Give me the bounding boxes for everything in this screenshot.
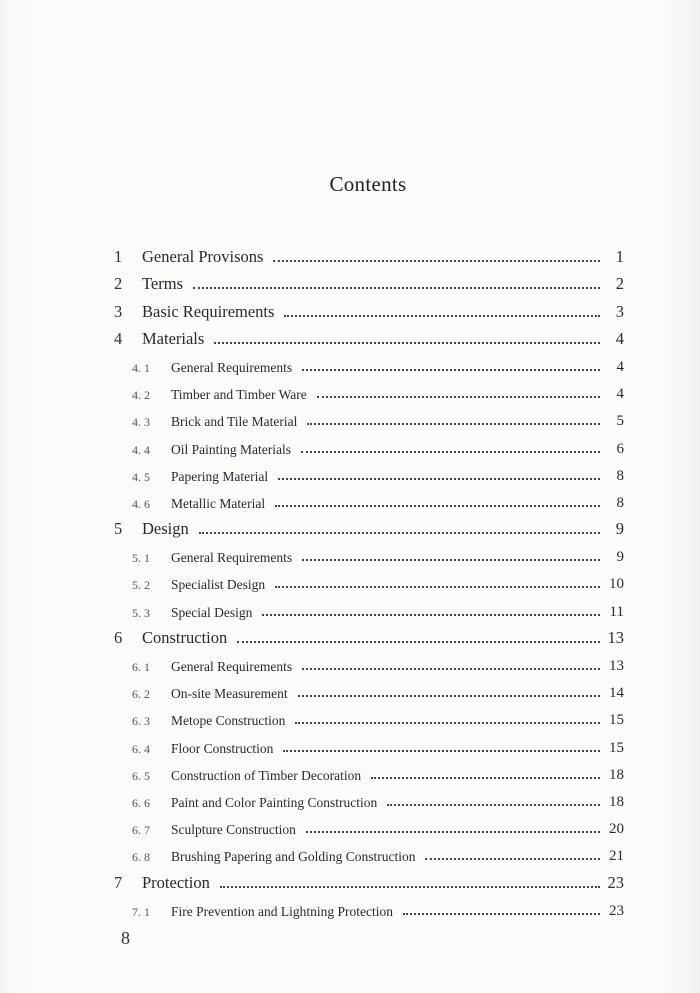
toc-section-entry	[114, 648, 624, 675]
dot-leader	[302, 559, 600, 561]
toc-entry-label: On-site Measurement	[171, 686, 288, 702]
toc-section-entry	[114, 430, 624, 457]
toc-entry-label: Materials	[142, 328, 205, 348]
toc-entry-label: Metope Construction	[171, 713, 286, 729]
toc-chapter-entry	[114, 322, 624, 349]
toc-entry-number: 4. 2	[132, 388, 150, 403]
toc-entry-page: 4	[616, 358, 624, 375]
dot-leader	[237, 641, 599, 643]
toc-entry-number: 2	[114, 274, 123, 294]
dot-leader	[317, 396, 600, 398]
toc-section-entry	[114, 702, 624, 729]
toc-entry-number: 4	[114, 328, 123, 348]
dot-leader	[273, 260, 600, 262]
toc-entry-label: General Requirements	[171, 659, 293, 674]
toc-entry-page: 8	[616, 467, 624, 484]
toc-entry-label: General Provisons	[142, 247, 264, 267]
dot-leader	[425, 858, 600, 860]
toc-entry-page: 6	[616, 440, 624, 457]
dot-leader	[307, 423, 600, 425]
dot-leader	[298, 695, 600, 697]
dot-leader	[199, 532, 600, 534]
toc-entry-page: 4	[616, 386, 624, 403]
toc-entry-number: 6. 4	[132, 741, 150, 756]
dot-leader	[403, 913, 600, 915]
toc-section-entry	[114, 458, 624, 485]
toc-entry-number: 4. 6	[132, 496, 150, 511]
toc-entry-label: Sculpture Construction	[171, 822, 296, 838]
toc-entry-number: 6. 2	[132, 687, 150, 702]
toc-entry-number: 6. 1	[132, 660, 150, 674]
dot-leader	[262, 614, 600, 616]
toc-entry-number: 7. 1	[132, 904, 150, 919]
toc-section-entry	[114, 675, 624, 702]
dot-leader	[278, 478, 600, 480]
dot-leader	[306, 831, 600, 833]
toc-entry-page: 13	[609, 658, 624, 674]
toc-section-entry	[114, 539, 624, 566]
toc-entry-number: 3	[114, 301, 123, 321]
toc-entry-number: 1	[114, 247, 123, 267]
toc-section-entry	[114, 403, 624, 430]
toc-entry-page: 14	[609, 685, 624, 702]
toc-entry-label: Paint and Color Painting Construction	[171, 794, 378, 810]
toc-entry-number: 6. 6	[132, 795, 150, 810]
toc-entry-page: 8	[616, 494, 624, 511]
toc-entry-page: 21	[609, 848, 624, 865]
toc-chapter-entry	[114, 512, 624, 539]
toc-entry-page: 20	[609, 821, 624, 838]
toc-chapter-entry	[114, 267, 624, 294]
page-title: Contents	[329, 172, 407, 196]
toc-entry-number: 4. 3	[132, 415, 150, 430]
toc-entry-page: 9	[615, 519, 624, 539]
toc-entry-page: 18	[609, 793, 624, 810]
toc-entry-page: 4	[615, 328, 624, 348]
toc-entry-page: 3	[615, 301, 624, 321]
toc-entry-number: 4. 4	[132, 442, 150, 457]
dot-leader	[275, 586, 600, 588]
toc-entry-number: 6	[114, 627, 123, 647]
toc-entry-label: Floor Construction	[171, 740, 274, 756]
toc-entry-number: 6. 3	[132, 714, 150, 729]
toc-entry-label: Metallic Material	[171, 495, 266, 511]
toc-entry-label: Terms	[142, 274, 184, 294]
toc-entry-label: Timber and Timber Ware	[171, 387, 307, 403]
toc-entry-label: General Requirements	[171, 359, 293, 375]
page-number: 8	[121, 928, 130, 948]
toc-chapter-entry	[114, 621, 624, 648]
dot-leader	[220, 886, 600, 888]
toc-section-entry	[114, 349, 624, 376]
toc-entry-number: 5. 2	[132, 578, 150, 593]
toc-entry-number: 6. 7	[132, 823, 150, 838]
toc-entry-label: Construction	[142, 627, 228, 647]
toc-entry-label: Oil Painting Materials	[171, 441, 291, 457]
dot-leader	[284, 315, 600, 317]
toc-section-entry	[114, 893, 624, 920]
toc-section-entry	[114, 485, 624, 512]
toc-entry-number: 4. 5	[132, 469, 150, 484]
dot-leader	[371, 777, 600, 779]
toc-entry-label: Special Design	[171, 604, 253, 620]
toc-section-entry	[114, 811, 624, 838]
toc-entry-number: 5. 3	[132, 605, 150, 620]
dot-leader	[387, 804, 600, 806]
toc-entry-page: 10	[609, 576, 624, 593]
toc-entry-page: 15	[609, 712, 624, 729]
toc-entry-label: Fire Prevention and Lightning Protection	[171, 903, 393, 919]
dot-leader	[302, 668, 600, 670]
toc-section-entry	[114, 729, 624, 756]
toc-entry-number: 5. 1	[132, 551, 150, 566]
toc-entry-label: Construction of Timber Decoration	[171, 767, 362, 783]
toc-entry-page: 23	[609, 902, 624, 919]
toc-chapter-entry	[114, 294, 624, 321]
toc-section-entry	[114, 838, 624, 865]
toc-entry-label: General Requirements	[171, 550, 293, 566]
toc-section-entry	[114, 593, 624, 620]
toc-entry-label: Brick and Tile Material	[171, 414, 298, 430]
dot-leader	[214, 342, 600, 344]
toc-entry-number: 7	[114, 872, 123, 892]
toc-entry-page: 5	[616, 413, 624, 430]
toc-section-entry	[114, 566, 624, 593]
toc-section-entry	[114, 757, 624, 784]
toc-entry-page: 11	[609, 603, 624, 620]
toc-chapter-entry	[114, 240, 624, 267]
toc-entry-page: 13	[607, 627, 624, 647]
table-of-contents	[114, 240, 624, 920]
toc-entry-number: 6. 8	[132, 850, 150, 865]
toc-entry-number: 5	[114, 519, 123, 539]
toc-entry-label: Protection	[142, 872, 210, 892]
toc-entry-number: 6. 5	[132, 768, 150, 783]
toc-entry-label: Specialist Design	[171, 577, 266, 593]
dot-leader	[302, 369, 600, 371]
toc-entry-label: Papering Material	[171, 468, 269, 484]
toc-entry-label: Basic Requirements	[142, 301, 275, 321]
toc-entry-page: 15	[609, 739, 624, 756]
toc-section-entry	[114, 784, 624, 811]
toc-entry-page: 18	[609, 766, 624, 783]
toc-entry-number: 4. 1	[132, 360, 150, 375]
toc-entry-page: 1	[615, 247, 624, 267]
dot-leader	[283, 750, 600, 752]
toc-entry-label: Brushing Papering and Golding Construction	[171, 849, 416, 865]
toc-entry-page: 23	[607, 872, 624, 892]
toc-entry-label: Design	[142, 519, 189, 539]
dot-leader	[301, 451, 600, 453]
toc-chapter-entry	[114, 865, 624, 892]
toc-entry-page: 2	[615, 274, 624, 294]
dot-leader	[295, 722, 600, 724]
toc-entry-page: 9	[616, 549, 624, 566]
toc-section-entry	[114, 376, 624, 403]
dot-leader	[275, 505, 600, 507]
dot-leader	[193, 287, 600, 289]
